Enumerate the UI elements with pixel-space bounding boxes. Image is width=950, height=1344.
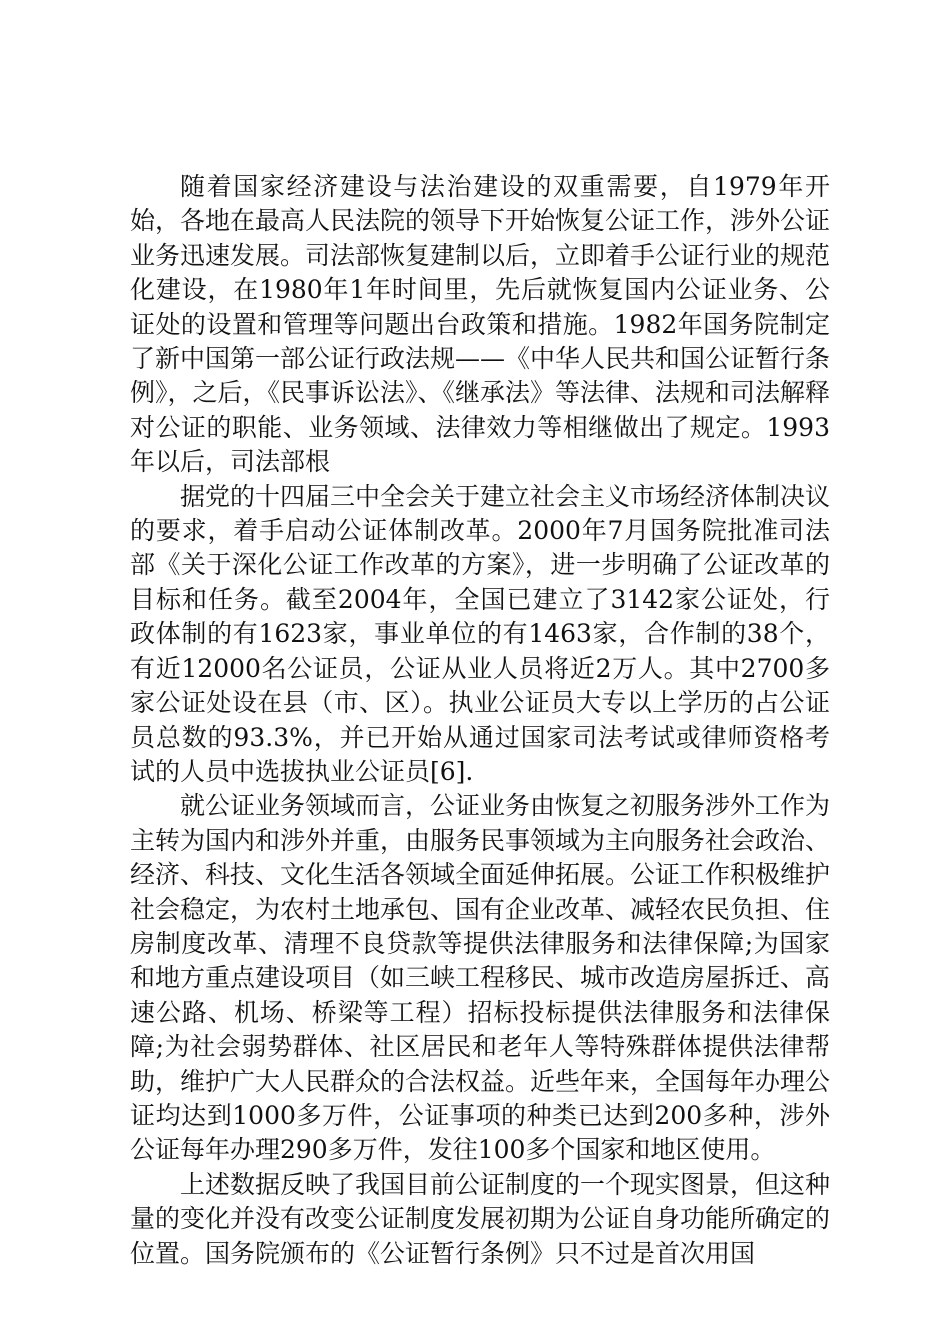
paragraph-3: 就公证业务领域而言，公证业务由恢复之初服务涉外工作为主转为国内和涉外并重，由服务民事领域为主向服务社会政治、经济、科技、文化生活各领域全面延伸拓展。公证工作积极维护社会稳定，为农村土地承包、国有企业改革、减轻农民负担、住房制度改革、清理不良贷款等提供法律服务和法律保障;为国家和地方重点建设项目（如三峡工程移民、城市改造房屋拆迁、高速公路、机场、桥梁等工程）招标投标提供法律服务和法律保障;为社会弱势群体、社区居民和老年人等特殊群体提供法律帮助，维护广大人民群众的合法权益。近些年来，全国每年办理公证均达到1000多万件，公证事项的种类已达到200多种，涉外公证每年办理290多万件，发往100多个国家和地区使用。 <box>130 791 831 1165</box>
paragraph-4: 上述数据反映了我国目前公证制度的一个现实图景，但这种量的变化并没有改变公证制度发展初期为公证自身功能所确定的位置。国务院颁布的《公证暂行条例》只不过是首次用国 <box>130 1169 831 1268</box>
paragraph-1: 随着国家经济建设与法治建设的双重需要，自1979年开始，各地在最高人民法院的领导下开始恢复公证工作，涉外公证业务迅速发展。司法部恢复建制以后，立即着手公证行业的规范化建设，在1980年1年时间里，先后就恢复国内公证业务、公证处的设置和管理等问题出台政策和措施。1982年国务院制定了新中国第一部公证行政法规——《中华人民共和国公证暂行条例》，之后，《民事诉讼法》、《继承法》等法律、法规和司法解释对公证的职能、业务领域、法律效力等相继做出了规定。1993年以后，司法部根 <box>130 172 831 477</box>
paragraph-2: 据党的十四届三中全会关于建立社会主义市场经济体制决议的要求，着手启动公证体制改革。2000年7月国务院批准司法部《关于深化公证工作改革的方案》，进一步明确了公证改革的目标和任务。截至2004年，全国已建立了3142家公证处，行政体制的有1623家，事业单位的有1463家，合作制的38个，有近12000名公证员，公证从业人员将近2万人。其中2700多家公证处设在县（市、区）。执业公证员大专以上学历的占公证员总数的93.3%，并已开始从通过国家司法考试或律师资格考试的人员中选拔执业公证员[6]. <box>130 481 831 786</box>
document-body <box>130 170 830 1271</box>
